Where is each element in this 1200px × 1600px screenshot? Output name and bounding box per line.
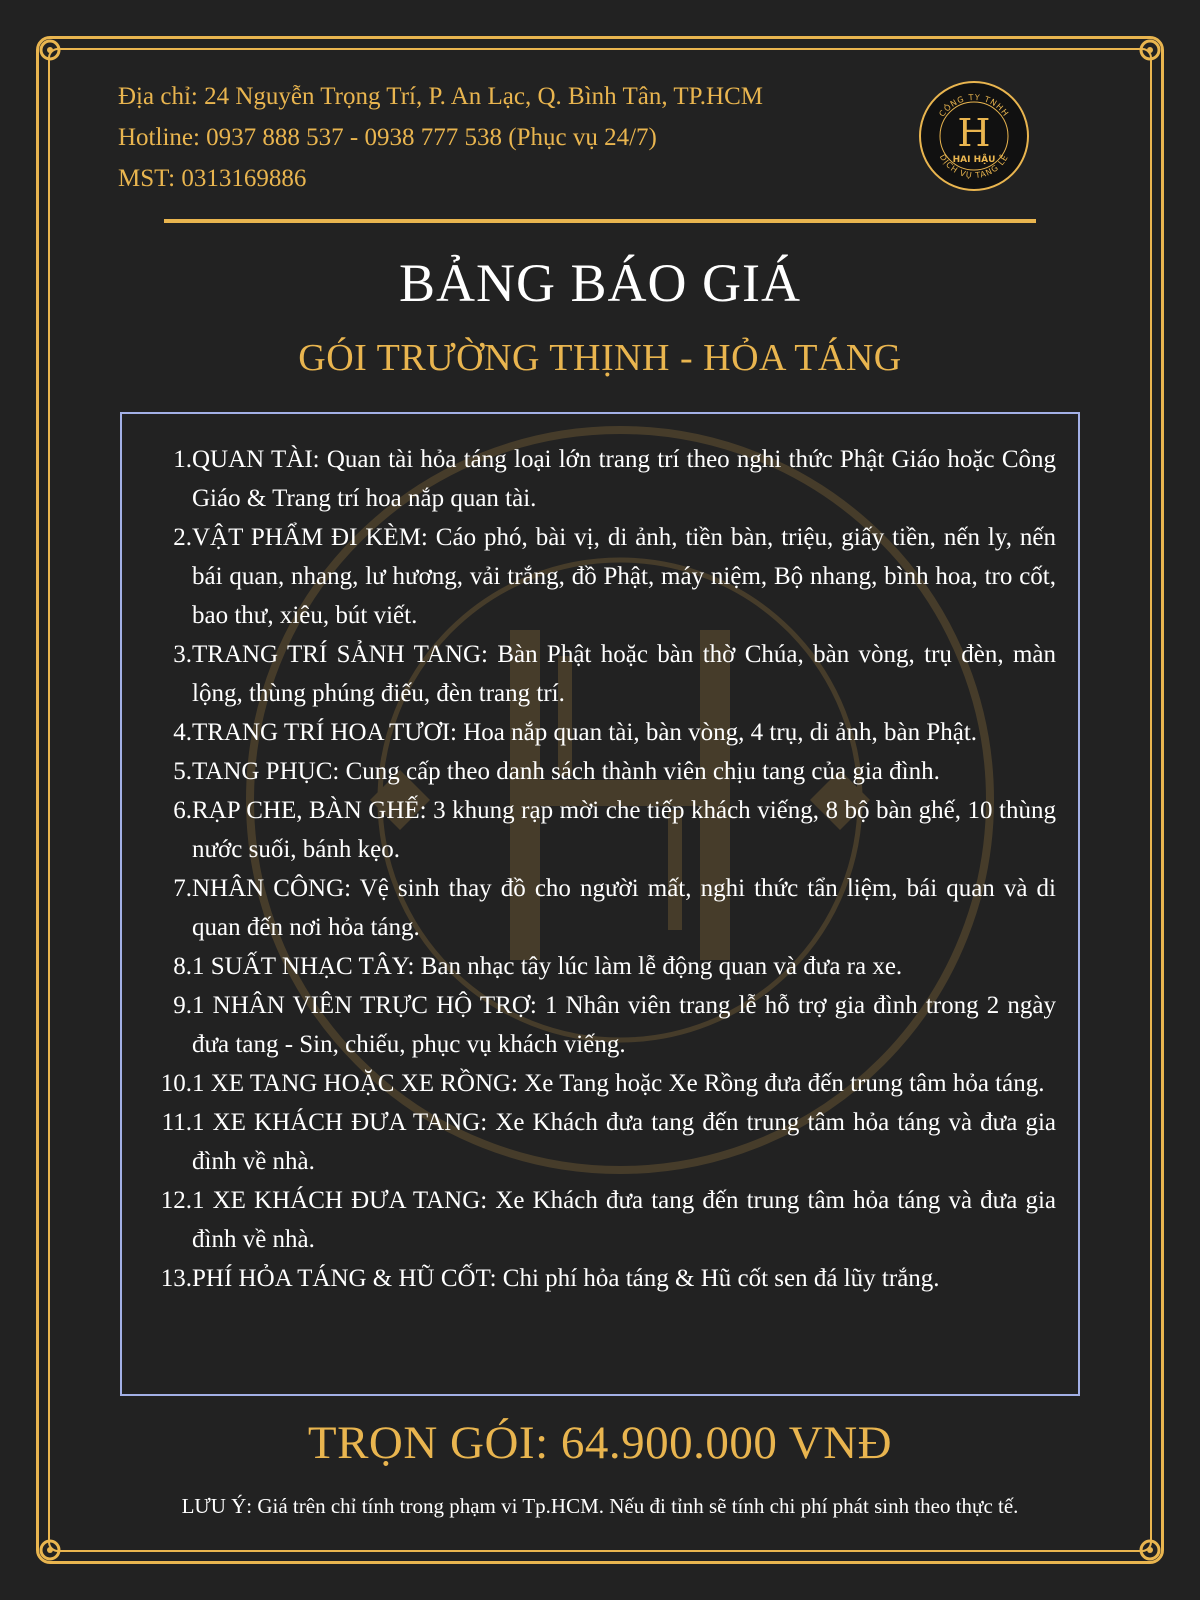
item-number: 12. xyxy=(160,1187,192,1214)
item-text: PHÍ HỎA TÁNG & HŨ CỐT: Chi phí hỏa táng & Hũ cốt sen đá lũy trắng. xyxy=(192,1265,940,1292)
list-item xyxy=(122,947,1056,986)
list-item xyxy=(122,440,1056,518)
total-price: TRỌN GÓI: 64.900.000 VNĐ xyxy=(307,1417,893,1469)
hotline-text: Hotline: 0937 888 537 - 0938 777 538 (Phục vụ 24/7) xyxy=(118,124,657,151)
item-number: 2. xyxy=(173,524,192,551)
item-number: 11. xyxy=(161,1109,192,1136)
services-box xyxy=(120,412,1080,1396)
price-note: LƯU Ý: Giá trên chỉ tính trong phạm vi Tp.HCM. Nếu đi tỉnh sẽ tính chi phí phát sinh theo thực tế. xyxy=(181,1494,1019,1518)
list-item xyxy=(122,635,1056,713)
item-number: 1. xyxy=(173,446,192,473)
list-item xyxy=(122,518,1056,635)
package-subtitle: GÓI TRƯỜNG THỊNH - HỎA TÁNG xyxy=(298,337,902,379)
list-item xyxy=(122,791,1056,869)
tax-code-text: MST: 0313169886 xyxy=(118,165,307,192)
item-number: 13. xyxy=(160,1265,192,1292)
list-item xyxy=(122,1181,1056,1259)
logo-brand-text: HAI HẬU xyxy=(952,155,996,165)
company-logo xyxy=(918,80,1030,192)
corner-ornament-icon xyxy=(1130,1530,1170,1570)
item-text: RẠP CHE, BÀN GHẾ: 3 khung rạp mời che tiếp khách viếng, 8 bộ bàn ghế, 10 thùng nước suối, bánh kẹo. xyxy=(192,797,1056,863)
item-text: 1 SUẤT NHẠC TÂY: Ban nhạc tây lúc làm lễ động quan và đưa ra xe. xyxy=(192,953,903,980)
item-text: 1 XE KHÁCH ĐƯA TANG: Xe Khách đưa tang đến trung tâm hỏa táng và đưa gia đình về nhà. xyxy=(192,1109,1056,1175)
list-item xyxy=(122,1103,1056,1181)
item-number: 4. xyxy=(173,719,192,746)
company-info xyxy=(118,76,763,199)
item-number: 6. xyxy=(173,797,192,824)
item-text: NHÂN CÔNG: Vệ sinh thay đồ cho người mất, nghi thức tẩn liệm, bái quan và di quan đến nơi hỏa táng. xyxy=(192,875,1056,941)
item-text: 1 NHÂN VIÊN TRỰC HỘ TRỢ: 1 Nhân viên trang lễ hỗ trợ gia đình trong 2 ngày đưa tang - Sin, chiếu, phục vụ khách viếng. xyxy=(192,992,1056,1058)
item-number: 3. xyxy=(173,641,192,668)
corner-ornament-icon xyxy=(1130,30,1170,70)
list-item xyxy=(122,752,1056,791)
logo-top-text: CÔNG TY TNHH xyxy=(937,92,1011,119)
logo-bottom-text: DỊCH VỤ TANG LỄ xyxy=(937,152,1011,181)
item-text: VẬT PHẨM ĐI KÈM: Cáo phó, bài vị, di ảnh, tiền bàn, triệu, giấy tiền, nến ly, nến bái quan, nhang, lư hương, vải trắng, đồ Phật, máy niệm, Bộ nhang, bình hoa, tro cốt, bao thư, xiêu, bút viết. xyxy=(192,524,1056,629)
header-divider xyxy=(164,219,1036,223)
logo-monogram: H xyxy=(957,111,991,155)
item-text: TRANG TRÍ SẢNH TANG: Bàn Phật hoặc bàn thờ Chúa, bàn vòng, trụ đèn, màn lộng, thùng phúng điếu, đèn trang trí. xyxy=(192,641,1056,707)
list-item xyxy=(122,869,1056,947)
list-item xyxy=(122,713,1056,752)
corner-ornament-icon xyxy=(30,30,70,70)
item-number: 8. xyxy=(173,953,192,980)
item-text: TRANG TRÍ HOA TƯƠI: Hoa nắp quan tài, bàn vòng, 4 trụ, di ảnh, bàn Phật. xyxy=(192,719,978,746)
corner-ornament-icon xyxy=(30,1530,70,1570)
services-list xyxy=(122,440,1056,1298)
item-number: 5. xyxy=(173,758,192,785)
item-text: QUAN TÀI: Quan tài hỏa táng loại lớn trang trí theo nghi thức Phật Giáo hoặc Công Giáo & Trang trí hoa nắp quan tài. xyxy=(192,446,1056,512)
item-number: 10. xyxy=(160,1070,192,1097)
item-text: 1 XE KHÁCH ĐƯA TANG: Xe Khách đưa tang đến trung tâm hỏa táng và đưa gia đình về nhà. xyxy=(192,1187,1056,1253)
list-item xyxy=(122,986,1056,1064)
item-text: TANG PHỤC: Cung cấp theo danh sách thành viên chịu tang của gia đình. xyxy=(192,758,940,785)
item-number: 7. xyxy=(173,875,192,902)
item-number: 9. xyxy=(173,992,192,1019)
list-item xyxy=(122,1259,1056,1298)
item-text: 1 XE TANG HOẶC XE RỒNG: Xe Tang hoặc Xe Rồng đưa đến trung tâm hỏa táng. xyxy=(192,1070,1045,1097)
address-text: Địa chỉ: 24 Nguyễn Trọng Trí, P. An Lạc, Q. Bình Tân, TP.HCM xyxy=(118,83,763,110)
list-item xyxy=(122,1064,1056,1103)
page-title: BẢNG BÁO GIÁ xyxy=(399,253,801,313)
